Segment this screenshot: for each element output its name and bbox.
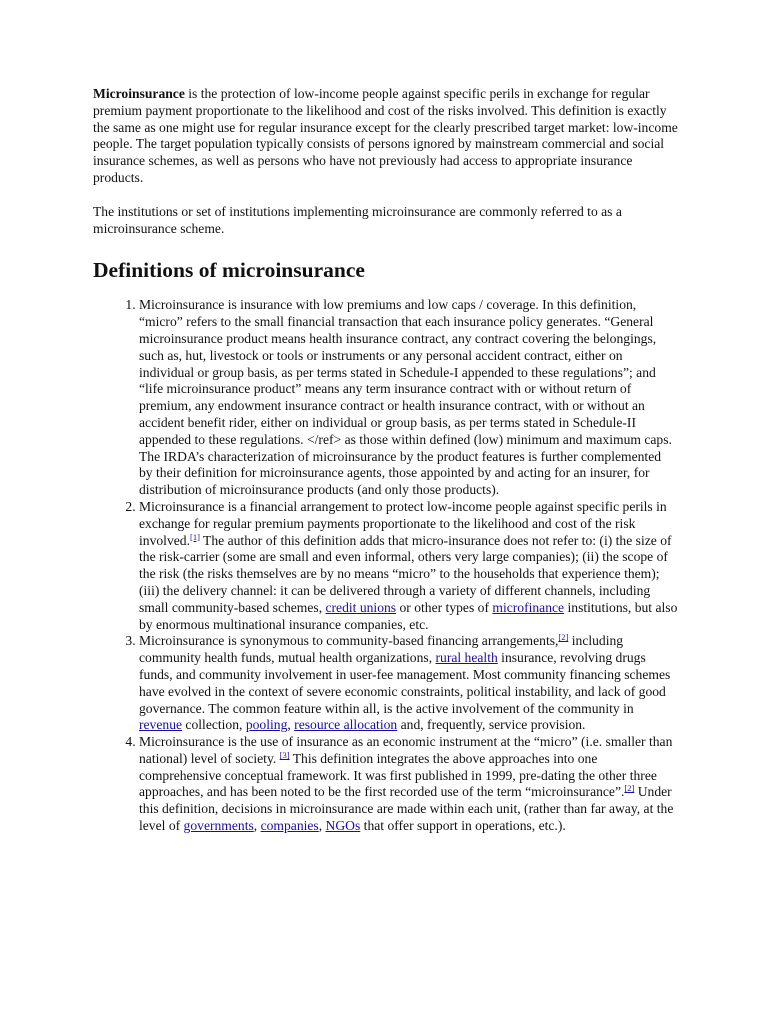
item-3-text: Microinsurance is synonymous to community-based financing arrangements, — [139, 633, 559, 649]
item-4-text: Under this definition, decisions in microinsurance are made within each unit, (rather than far away, at the level of — [139, 784, 674, 834]
ngos-link[interactable]: NGOs — [325, 818, 361, 834]
footnote-ref[interactable] — [624, 783, 634, 793]
footnote-2-link[interactable]: [2] — [558, 632, 569, 643]
document-body — [93, 86, 678, 835]
definitions-list — [93, 297, 678, 835]
item-1-text: Microinsurance is insurance with low premiums and low caps / coverage. In this definition, “micro” refers to the small financial transaction that each insurance policy generates. “General microinsurance product means health insurance contract, any contract covering the belongings, such as, hut, livestock or tools or instruments or any personal accident contract, either on individual or group basis, as per terms stated in Schedule-I appended to these regulations”; and “life microinsurance product” means any term insurance contract with or without return of premium, any endowment insurance contract or health insurance contract, with or without an accident benefit rider, either on individual or group basis, as per terms stated in Schedule-II appended to these regulations. </ref> as those within defined (low) minimum and maximum caps. The IRDA’s characterization of microinsurance by the product features is further complemented by their definition for microinsurance agents, those appointed by and acting for an insurer, for distribution of microinsurance products (and only those products). — [139, 297, 672, 498]
list-item — [139, 297, 678, 499]
footnote-3-link[interactable]: [3] — [279, 749, 290, 760]
item-4-text: , — [253, 818, 261, 834]
companies-link[interactable]: companies — [260, 818, 319, 834]
section-heading: Definitions of microinsurance — [93, 258, 365, 283]
microfinance-link[interactable]: microfinance — [492, 599, 565, 615]
resource-allocation-link[interactable]: resource allocation — [294, 717, 398, 733]
list-item — [139, 499, 678, 633]
footnote-ref[interactable] — [280, 750, 290, 760]
rural-health-link[interactable]: rural health — [435, 650, 498, 666]
item-3-text: collection, — [182, 717, 246, 733]
governments-link[interactable]: governments — [183, 818, 254, 834]
pooling-link[interactable]: pooling — [245, 717, 288, 733]
item-3-text: including community health funds, mutual health organizations, — [139, 633, 624, 666]
intro-term: Microinsurance — [93, 86, 185, 101]
footnote-ref[interactable] — [190, 532, 200, 542]
footnote-1-link[interactable]: [1] — [189, 531, 200, 542]
item-4-text: This definition integrates the above approaches into one comprehensive conceptual framework. It was first published in 1999, pre-dating the other three approaches, and has been noted to be the first recorded use of the term “microinsurance”. — [139, 750, 657, 800]
item-3-text: , — [287, 717, 295, 733]
item-4-text: Microinsurance is the use of insurance as an economic instrument at the “micro” (i.e. smaller than national) level of society. — [139, 734, 673, 766]
item-2-text: Microinsurance is a financial arrangement to protect low-income people against specific perils in exchange for regular premium payments proportionate to the likelihood and cost of the risk involved. — [139, 498, 667, 548]
item-2-text: or other types of — [396, 599, 493, 615]
intro-text: is the protection of low-income people against specific perils in exchange for regular premium payment proportionate to the likelihood and cost of the risks involved. This definition is exactly the same as one might use for regular insurance except for the clearly prescribed target market: low-income people. The target population typically consists of persons ignored by mainstream commercial and social insurance schemes, as well as persons who have not previously had access to appropriate insurance products. — [93, 86, 678, 185]
item-3-text: and, frequently, service provision. — [397, 717, 586, 733]
item-4-text: that offer support in operations, etc.). — [360, 818, 566, 834]
intro-paragraph — [93, 86, 678, 187]
scheme-paragraph: The institutions or set of institutions implementing microinsurance are commonly referred to as a microinsurance scheme. — [93, 203, 622, 236]
item-3-text: insurance, revolving drugs funds, and community involvement in user-fee management. Most community financing schemes have evolved in the context of severe economic constraints, political instability, and lack of good governance. The common feature within all, is the active involvement of the community in — [139, 650, 671, 716]
footnote-2-link[interactable]: [2] — [624, 783, 635, 794]
revenue-link[interactable]: revenue — [139, 717, 183, 733]
item-4-text: , — [318, 818, 326, 834]
item-2-text: institutions, but also by enormous multinational insurance companies, etc. — [139, 599, 678, 632]
list-item — [139, 633, 678, 734]
credit-unions-link[interactable]: credit unions — [325, 599, 397, 615]
list-item — [139, 734, 678, 835]
item-2-text: The author of this definition adds that micro-insurance does not refer to: (i) the size of the risk-carrier (some are small and even informal, others very large companies); (ii) the scope of the risk (the risks themselves are by no means “micro” to the households that experience them); (iii) the delivery channel: it can be delivered through a variety of different channels, including small community-based schemes, — [139, 532, 672, 615]
footnote-ref[interactable] — [558, 632, 568, 642]
